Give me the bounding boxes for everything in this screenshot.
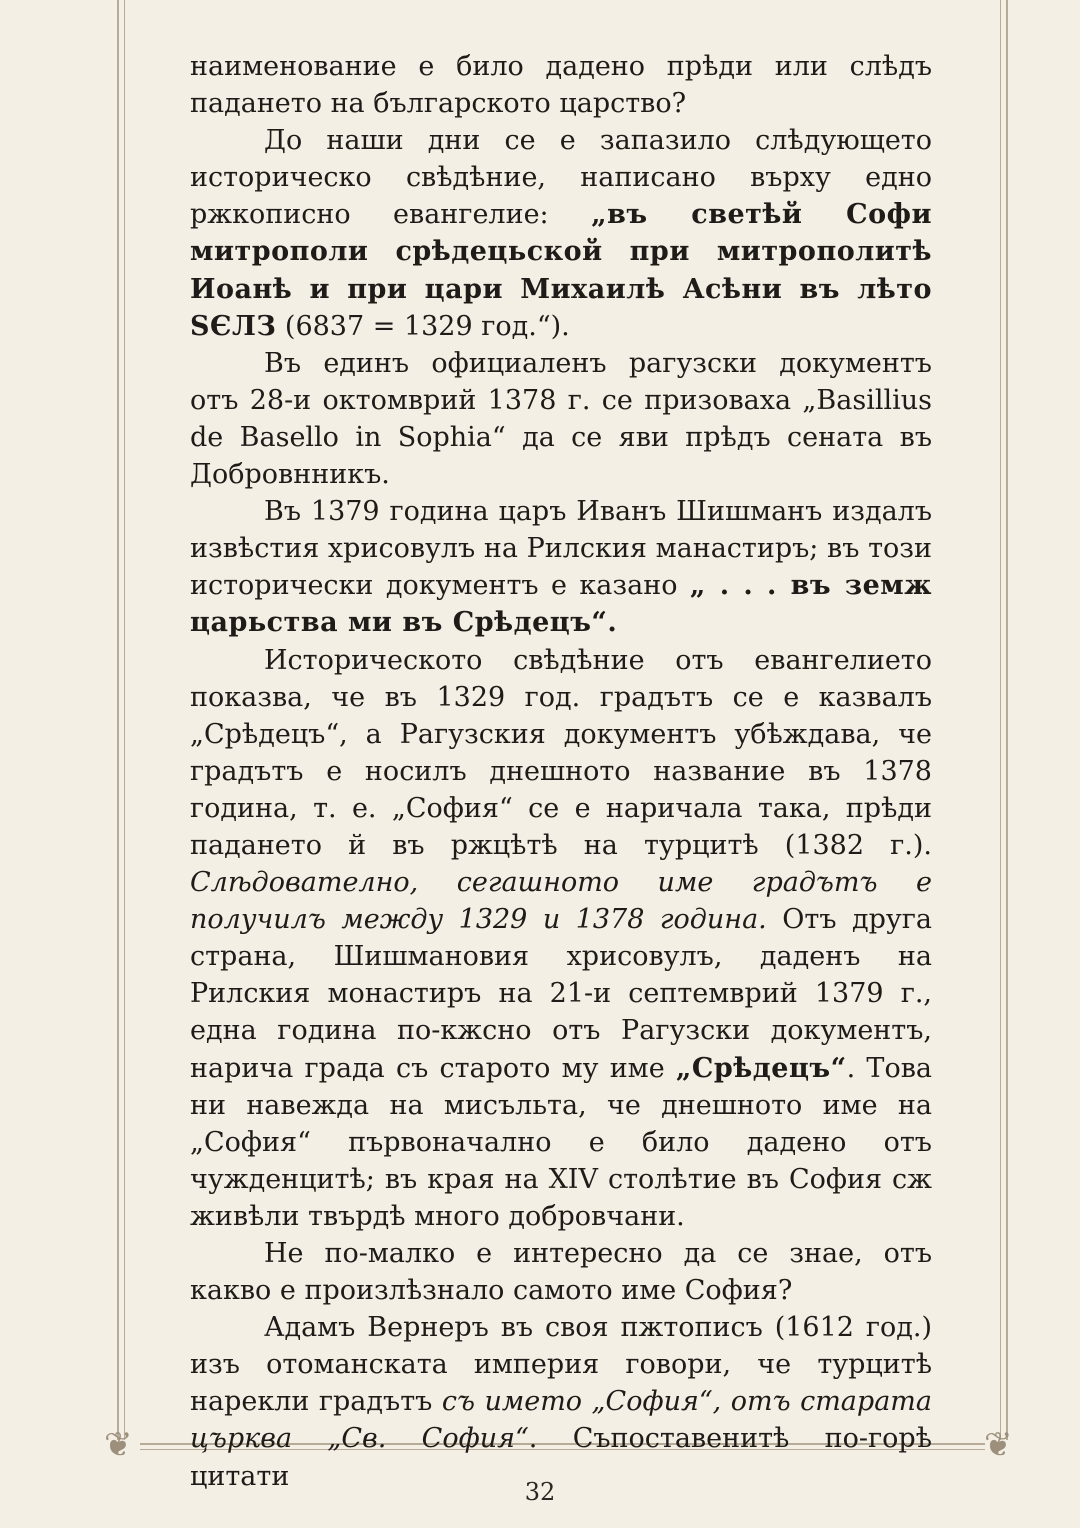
text-run: До наши дни се е запазило слѣдующето историческо свѣдѣние, написано върху едно ржкописно евангелие: bbox=[190, 125, 932, 231]
text-run: . Това ни навежда на мисъльта, че днешното име на „София“ първоначално е било дадено отъ чужденцитѣ; въ края на XIV столѣтие въ София сж живѣли твърдѣ много добровчани. bbox=[190, 1052, 932, 1232]
page-body bbox=[190, 48, 932, 1495]
frame-right-inner bbox=[1000, 0, 1001, 1440]
text-run: Историческото свѣдѣние отъ евангелието показва, че въ 1329 год. градътъ се е казвалъ „Срѣдецъ“, а Рагузския документъ убѣждава, че градътъ е носилъ днешното название въ 1378 година, т. е. „София“ се е наричала така, прѣди падането й въ ржцѣтѣ на турцитѣ (1382 г.). bbox=[190, 644, 932, 861]
text-run: Не по-малко е интересно да се знае, отъ какво е произлѣзнало самото име София? bbox=[190, 1238, 932, 1307]
paragraph bbox=[190, 1235, 932, 1309]
text-run: Адамъ Вернеръ въ своя пжтописъ (1612 год.) изъ отоманската империя говори, че турцитѣ нарекли градътъ bbox=[190, 1312, 932, 1418]
paragraph bbox=[190, 345, 932, 493]
italic-emphasis: Слѣдователно, сегашното име градътъ е получилъ между 1329 и 1378 година. bbox=[190, 867, 932, 936]
paragraph bbox=[190, 493, 932, 641]
corner-ornament-left-icon: ❦ bbox=[104, 1425, 133, 1465]
text-run: Въ 1379 година царъ Иванъ Шишманъ издалъ извѣстия хрисовулъ на Рилския манастиръ; въ този исторически документъ е казано bbox=[190, 496, 932, 602]
frame-left-inner bbox=[124, 0, 125, 1440]
paragraph bbox=[190, 122, 932, 345]
text-run: Отъ друга страна, Шишмановия хрисовулъ, даденъ на Рилския монастиръ на 21-и септемврий 1379 г., една година по-кжсно отъ Рагузски документъ, нарича града съ старото му име bbox=[190, 904, 933, 1084]
church-slavonic-quote: „въ светѣй Софи митрополи срѣдецьской при митрополитѣ Иоанѣ и при цари Михаилѣ Асѣни въ лѣто ЅЄЛЗ bbox=[190, 199, 933, 342]
paragraph bbox=[190, 1309, 932, 1494]
text-run: Въ единъ официаленъ рагузски документъ отъ 28-и октомврий 1378 г. се призоваха „Basillius de Basello in Sophia“ да се яви прѣдъ сената въ Добровнникъ. bbox=[190, 347, 932, 491]
paragraph bbox=[190, 48, 932, 122]
corner-ornament-right-icon: ❦ bbox=[984, 1425, 1013, 1465]
page-number: 32 bbox=[524, 1478, 556, 1506]
frame-right-outer bbox=[1006, 0, 1008, 1440]
church-slavonic-quote: „Срѣдецъ“ bbox=[675, 1052, 847, 1084]
church-slavonic-quote: „ . . . въ земж царьства ми въ Срѣдецъ“. bbox=[190, 570, 933, 639]
frame-left-outer bbox=[117, 0, 119, 1440]
italic-emphasis: съ името „София“, отъ старата църква „Св. София“ bbox=[190, 1386, 932, 1455]
text-run: наименование е било дадено прѣди или слѣдъ падането на българското царство? bbox=[190, 51, 932, 120]
paragraph bbox=[190, 642, 932, 1236]
text-run: (6837 = 1329 год.“). bbox=[276, 310, 570, 342]
text-run: . Съпоставенитѣ по-горѣ цитати bbox=[190, 1423, 932, 1492]
